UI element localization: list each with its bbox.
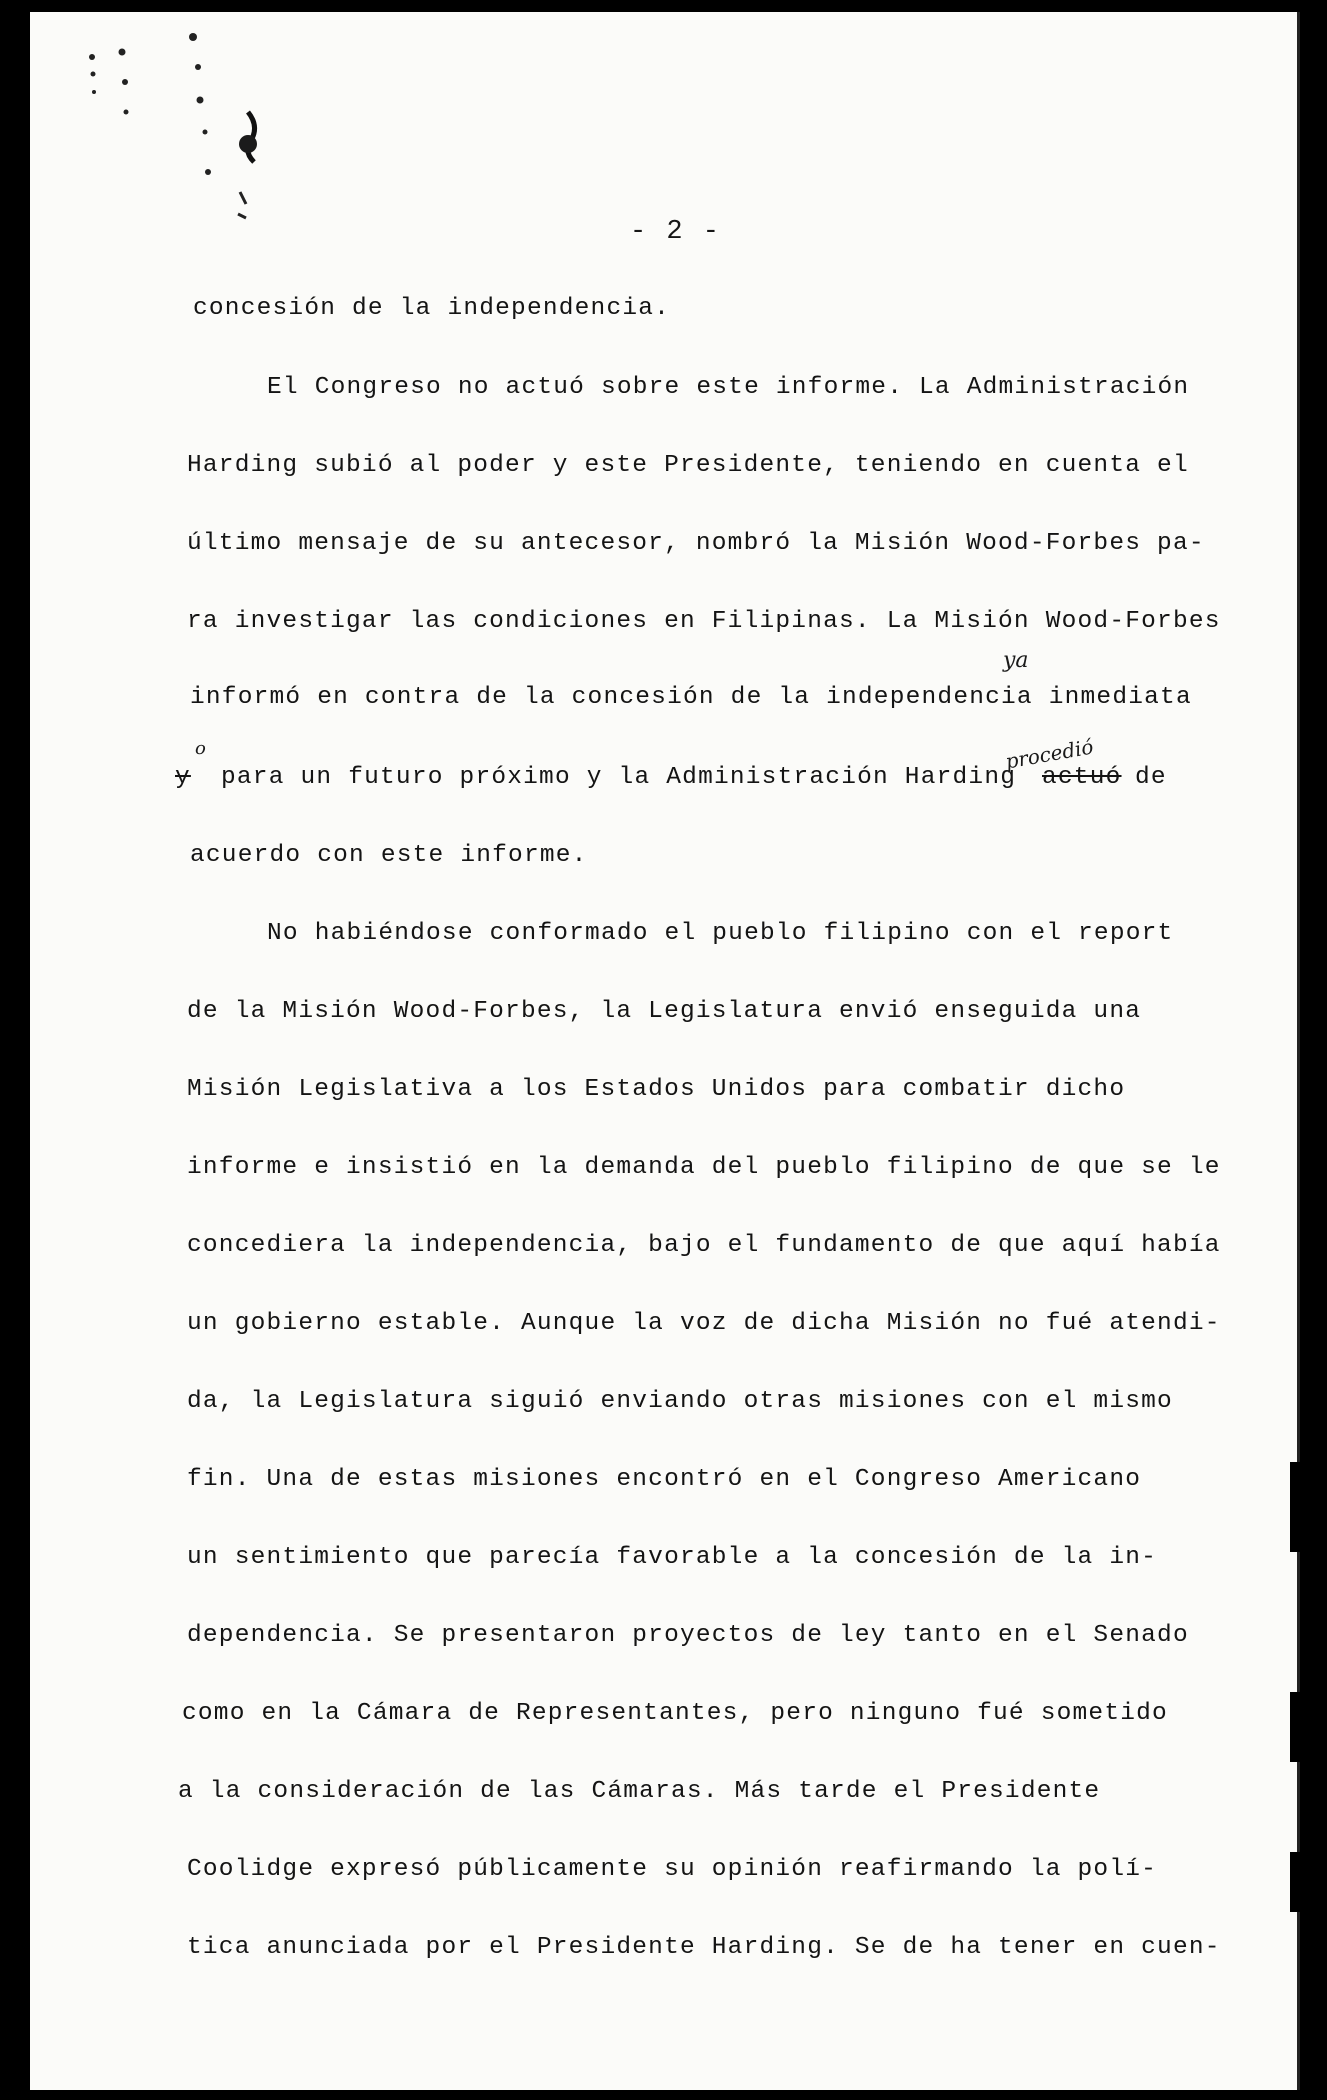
handwritten-insertion: o [195, 738, 206, 759]
text-line: tica anunciada por el Presidente Harding. Se de ha tener en cuen- [187, 1934, 1221, 1961]
struck-word: actuó [1042, 764, 1122, 791]
text-line: ra investigar las condiciones en Filipinas. La Misión Wood-Forbes [187, 608, 1221, 635]
text-line: da, la Legislatura siguió enviando otras misiones con el mismo [187, 1388, 1173, 1415]
punch-hole-marks [30, 12, 290, 252]
handwritten-insertion: ya [1003, 648, 1029, 673]
text-line: acuerdo con este informe. [190, 842, 588, 869]
text-line: concesión de la independencia. [193, 295, 671, 322]
text-line: Misión Legislativa a los Estados Unidos para combatir dicho [187, 1076, 1126, 1103]
text-line: de [1135, 764, 1167, 791]
handwritten-insertion: procedió [1003, 734, 1096, 774]
page-number: - 2 - [630, 217, 722, 247]
text-line: Coolidge expresó públicamente su opinión reafirmando la polí- [187, 1856, 1158, 1883]
text-line: último mensaje de su antecesor, nombró la Misión Wood-Forbes pa- [187, 530, 1205, 557]
edge-shadow [1290, 1692, 1300, 1762]
text-line: un sentimiento que parecía favorable a la concesión de la in- [187, 1544, 1158, 1571]
edge-shadow [1290, 1852, 1300, 1912]
text-line: Harding subió al poder y este Presidente, teniendo en cuenta el [187, 452, 1189, 479]
text-line: un gobierno estable. Aunque la voz de dicha Misión no fué atendi- [187, 1310, 1221, 1337]
text-line: concediera la independencia, bajo el fundamento de que aquí había [187, 1232, 1221, 1259]
text-line: de la Misión Wood-Forbes, la Legislatura envió enseguida una [187, 998, 1142, 1025]
text-line: El Congreso no actuó sobre este informe. La Administración [267, 374, 1190, 401]
text-line: informe e insistió en la demanda del pueblo filipino de que se le [187, 1154, 1221, 1181]
text-line: informó en contra de la concesión de la independencia inmediata [190, 684, 1192, 711]
text-line: fin. Una de estas misiones encontró en el Congreso Americano [187, 1466, 1142, 1493]
document-page [30, 12, 1300, 2090]
struck-word: y [175, 764, 191, 791]
text-line: a la consideración de las Cámaras. Más tarde el Presidente [178, 1778, 1101, 1805]
text-line: para un futuro próximo y la Administración Harding [221, 764, 1017, 791]
text-line: como en la Cámara de Representantes, pero ninguno fué sometido [182, 1700, 1168, 1727]
text-line: dependencia. Se presentaron proyectos de ley tanto en el Senado [187, 1622, 1189, 1649]
edge-shadow [1290, 1462, 1300, 1552]
text-line: No habiéndose conformado el pueblo filipino con el report [267, 920, 1174, 947]
